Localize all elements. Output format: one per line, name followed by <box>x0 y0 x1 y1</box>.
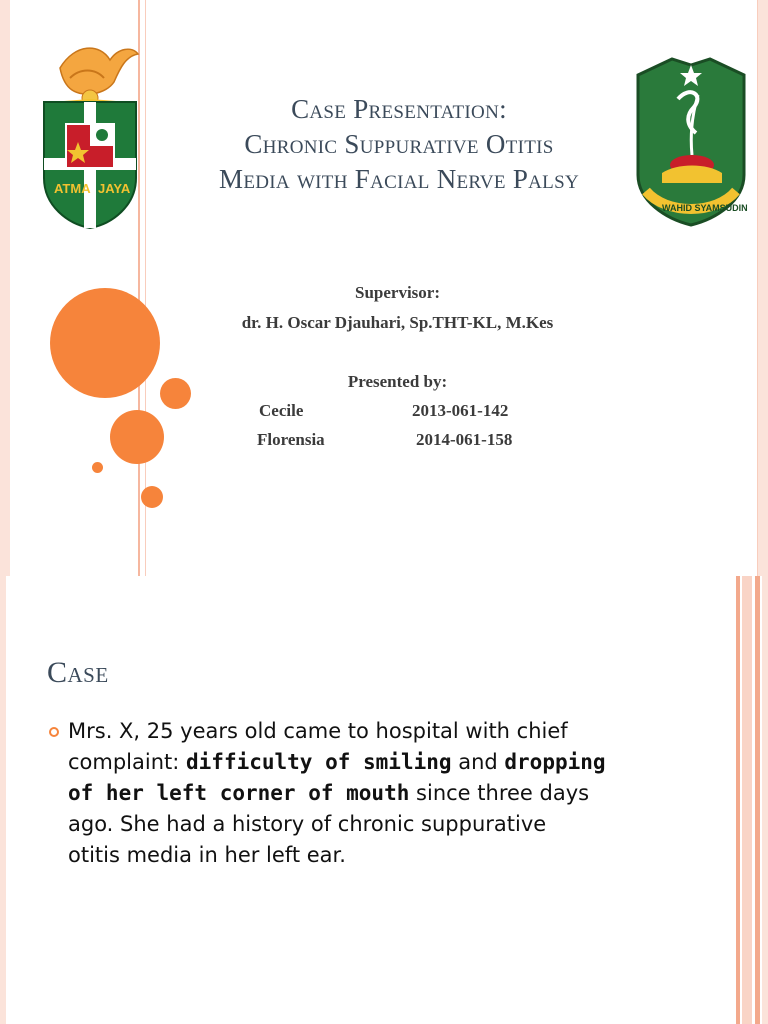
atma-jaya-logo <box>40 38 140 230</box>
presenter-name: Florensia <box>257 430 325 449</box>
presenter-id: 2013-061-142 <box>412 401 509 420</box>
slide-heading: Case <box>47 656 109 689</box>
case-text-line <box>68 840 668 871</box>
right-stripe <box>755 576 760 1024</box>
ring-bullet-icon <box>49 727 59 737</box>
presenter-name: Cecile <box>259 401 304 420</box>
right-stripe <box>742 576 752 1024</box>
case-text-line <box>68 716 668 747</box>
left-stripe <box>0 576 6 1024</box>
text-run: complaint: <box>68 750 187 774</box>
case-text-line <box>68 809 668 840</box>
presenter-id: 2014-061-158 <box>416 430 513 449</box>
title-line: Media with Facial Nerve Palsy <box>219 164 579 194</box>
svg-text:WAHID SYAMSUDIN: WAHID SYAMSUDIN <box>662 203 748 213</box>
text-run: since three days <box>409 781 590 805</box>
presentation-title <box>135 92 663 197</box>
title-line: Chronic Suppurative Otitis <box>244 129 554 159</box>
bold-text: dropping <box>504 750 606 774</box>
text-run: and <box>451 750 505 774</box>
svg-text:JAYA: JAYA <box>98 181 131 196</box>
supervisor-label: Supervisor: <box>355 283 440 302</box>
presented-by-label: Presented by: <box>347 372 448 391</box>
case-slide <box>0 576 768 1024</box>
title-line: Case Presentation: <box>291 94 507 124</box>
decorative-circle <box>141 486 163 508</box>
decorative-circle <box>110 410 164 464</box>
supervisor-name: dr. H. Oscar Djauhari, Sp.THT-KL, M.Kes <box>241 313 554 332</box>
bold-text: difficulty of smiling <box>186 750 452 774</box>
case-description <box>68 716 668 871</box>
text-run: ago. She had a history of chronic suppurative <box>68 812 547 836</box>
text-run: Mrs. X, 25 years old came to hospital with chief <box>68 719 568 743</box>
right-stripe <box>736 576 740 1024</box>
svg-text:ATMA: ATMA <box>54 181 91 196</box>
right-stripe <box>762 576 768 1024</box>
text-run: otitis media in her left ear. <box>68 843 346 867</box>
bold-text: of her left corner of mouth <box>68 781 410 805</box>
decorative-circle <box>92 462 103 473</box>
case-text-line <box>68 747 668 778</box>
case-text-line <box>68 778 668 809</box>
